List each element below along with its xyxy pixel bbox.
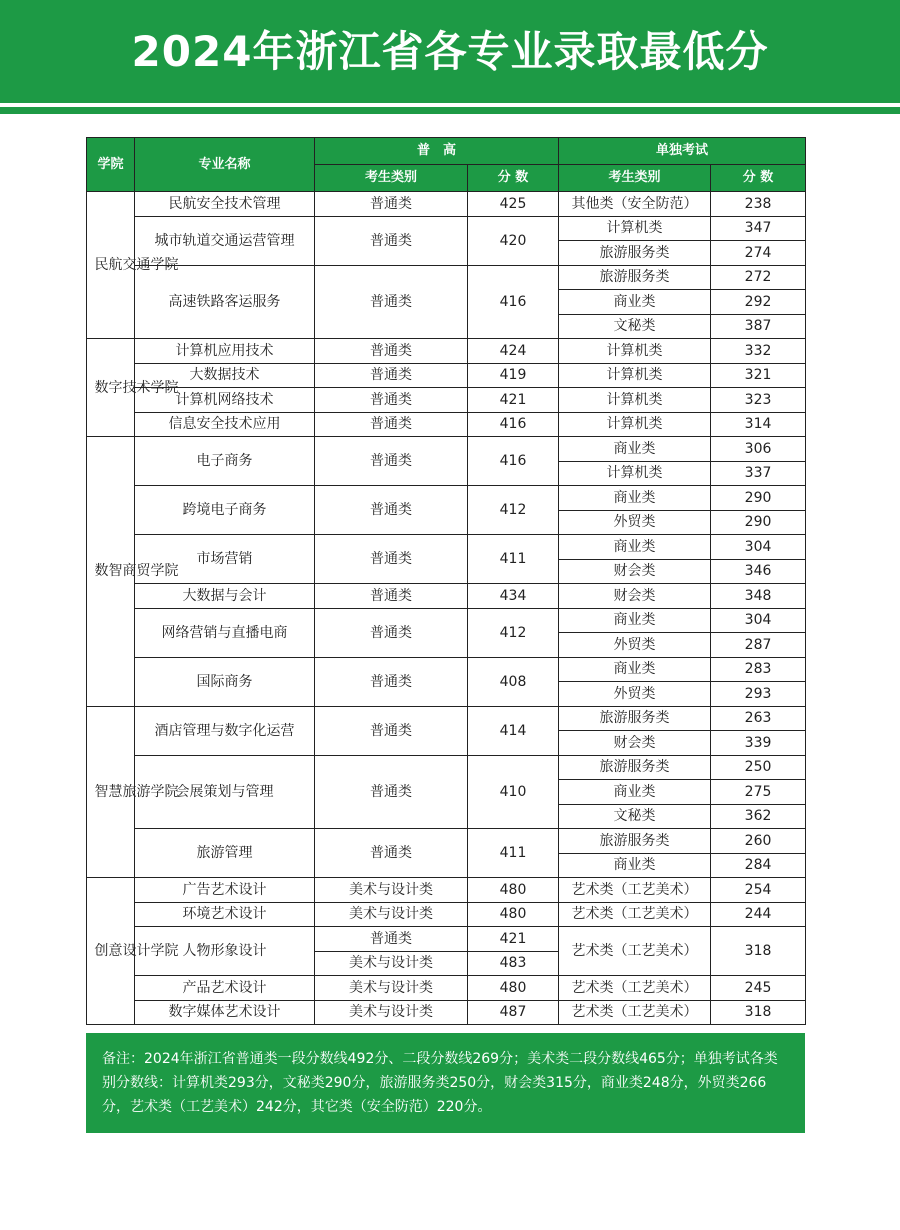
general-score: 416 xyxy=(468,437,559,486)
general-score: 420 xyxy=(468,216,559,265)
major-name: 产品艺术设计 xyxy=(135,976,315,1001)
college-cell xyxy=(87,878,179,1025)
single-category: 旅游服务类 xyxy=(559,265,711,290)
single-score: 332 xyxy=(711,339,806,364)
general-category: 美术与设计类 xyxy=(315,1000,468,1025)
single-score: 290 xyxy=(711,510,806,535)
general-score: 421 xyxy=(468,388,559,413)
single-score: 339 xyxy=(711,731,806,756)
single-score: 292 xyxy=(711,290,806,315)
table-row xyxy=(87,657,806,682)
general-score: 480 xyxy=(468,878,559,903)
single-category: 计算机类 xyxy=(559,363,711,388)
single-category: 艺术类（工艺美术） xyxy=(559,1000,711,1025)
general-category: 普通类 xyxy=(315,657,468,706)
banner-divider xyxy=(0,107,900,114)
single-category: 旅游服务类 xyxy=(559,706,711,731)
table-row xyxy=(87,265,806,290)
general-category: 普通类 xyxy=(315,535,468,584)
major-name: 计算机应用技术 xyxy=(135,339,315,364)
single-score: 321 xyxy=(711,363,806,388)
single-category: 文秘类 xyxy=(559,314,711,339)
table-row xyxy=(87,584,806,609)
general-category: 普通类 xyxy=(315,584,468,609)
general-category: 普通类 xyxy=(315,486,468,535)
major-name: 跨境电子商务 xyxy=(135,486,315,535)
single-score: 245 xyxy=(711,976,806,1001)
college-name: 数智商贸学院 xyxy=(94,563,179,580)
table-row xyxy=(87,388,806,413)
major-name: 环境艺术设计 xyxy=(135,902,315,927)
single-score: 254 xyxy=(711,878,806,903)
single-category: 艺术类（工艺美术） xyxy=(559,878,711,903)
single-category: 旅游服务类 xyxy=(559,829,711,854)
college-cell xyxy=(87,339,179,437)
general-category: 普通类 xyxy=(315,608,468,657)
single-score: 314 xyxy=(711,412,806,437)
major-name: 城市轨道交通运营管理 xyxy=(135,216,315,265)
single-score: 238 xyxy=(711,192,806,217)
admission-score-table xyxy=(86,137,806,1025)
header-general-score: 分 数 xyxy=(468,165,559,192)
major-name: 网络营销与直播电商 xyxy=(135,608,315,657)
college-name: 数字技术学院 xyxy=(94,379,179,396)
single-score: 284 xyxy=(711,853,806,878)
single-category: 外贸类 xyxy=(559,633,711,658)
college-cell xyxy=(87,192,179,339)
major-name: 大数据与会计 xyxy=(135,584,315,609)
single-category: 商业类 xyxy=(559,290,711,315)
general-score: 411 xyxy=(468,535,559,584)
general-score: 483 xyxy=(468,951,559,976)
major-name: 旅游管理 xyxy=(135,829,315,878)
single-category: 艺术类（工艺美术） xyxy=(559,927,711,976)
college-cell xyxy=(87,706,179,878)
footnote-box xyxy=(86,1033,805,1133)
major-name: 大数据技术 xyxy=(135,363,315,388)
major-name: 人物形象设计 xyxy=(135,927,315,976)
major-name: 信息安全技术应用 xyxy=(135,412,315,437)
general-category: 普通类 xyxy=(315,412,468,437)
general-score: 480 xyxy=(468,902,559,927)
table-row xyxy=(87,339,806,364)
single-score: 272 xyxy=(711,265,806,290)
table-row xyxy=(87,706,806,731)
single-score: 318 xyxy=(711,927,806,976)
single-category: 财会类 xyxy=(559,731,711,756)
major-name: 广告艺术设计 xyxy=(135,878,315,903)
table-row xyxy=(87,608,806,633)
major-name: 民航安全技术管理 xyxy=(135,192,315,217)
single-category: 财会类 xyxy=(559,584,711,609)
table-row xyxy=(87,829,806,854)
single-category: 商业类 xyxy=(559,780,711,805)
major-name: 会展策划与管理 xyxy=(135,755,315,829)
footnote-text: 备注：2024年浙江省普通类一段分数线492分、二段分数线269分；美术类二段分数线465分；单独考试各类别分数线：计算机类293分，文秘类290分，旅游服务类250分，财会类315分，商业类248分，外贸类266分，艺术类（工艺美术）242分，其它类（安全防范）220分。 xyxy=(102,1051,778,1115)
single-category: 商业类 xyxy=(559,486,711,511)
major-name: 高速铁路客运服务 xyxy=(135,265,315,339)
single-score: 244 xyxy=(711,902,806,927)
general-category: 普通类 xyxy=(315,339,468,364)
general-category: 普通类 xyxy=(315,388,468,413)
general-category: 普通类 xyxy=(315,192,468,217)
single-score: 275 xyxy=(711,780,806,805)
major-name: 计算机网络技术 xyxy=(135,388,315,413)
general-score: 408 xyxy=(468,657,559,706)
general-category: 美术与设计类 xyxy=(315,878,468,903)
table-row xyxy=(87,437,806,462)
table-row xyxy=(87,755,806,780)
general-category: 普通类 xyxy=(315,363,468,388)
header-general: 普 高 xyxy=(315,138,559,165)
single-category: 商业类 xyxy=(559,657,711,682)
single-score: 304 xyxy=(711,535,806,560)
major-name: 市场营销 xyxy=(135,535,315,584)
general-score: 416 xyxy=(468,265,559,339)
single-score: 260 xyxy=(711,829,806,854)
single-category: 文秘类 xyxy=(559,804,711,829)
general-score: 424 xyxy=(468,339,559,364)
major-name: 数字媒体艺术设计 xyxy=(135,1000,315,1025)
general-score: 487 xyxy=(468,1000,559,1025)
major-name: 电子商务 xyxy=(135,437,315,486)
header-college: 学院 xyxy=(87,138,135,192)
general-score: 411 xyxy=(468,829,559,878)
single-score: 346 xyxy=(711,559,806,584)
single-score: 348 xyxy=(711,584,806,609)
single-category: 计算机类 xyxy=(559,339,711,364)
single-score: 290 xyxy=(711,486,806,511)
general-category: 普通类 xyxy=(315,706,468,755)
single-score: 304 xyxy=(711,608,806,633)
college-name: 民航交通学院 xyxy=(94,257,179,273)
general-category: 普通类 xyxy=(315,437,468,486)
single-score: 387 xyxy=(711,314,806,339)
header-row-1 xyxy=(87,138,806,165)
major-name: 酒店管理与数字化运营 xyxy=(135,706,315,755)
single-category: 艺术类（工艺美术） xyxy=(559,976,711,1001)
single-category: 商业类 xyxy=(559,437,711,462)
general-score: 434 xyxy=(468,584,559,609)
header-single-exam: 单独考试 xyxy=(559,138,806,165)
general-score: 421 xyxy=(468,927,559,952)
single-category: 商业类 xyxy=(559,535,711,560)
single-score: 323 xyxy=(711,388,806,413)
header-single-score: 分 数 xyxy=(711,165,806,192)
single-category: 计算机类 xyxy=(559,461,711,486)
general-score: 416 xyxy=(468,412,559,437)
single-category: 商业类 xyxy=(559,608,711,633)
table-row xyxy=(87,216,806,241)
general-category: 普通类 xyxy=(315,829,468,878)
header-single-category: 考生类别 xyxy=(559,165,711,192)
general-score: 425 xyxy=(468,192,559,217)
general-score: 412 xyxy=(468,486,559,535)
single-score: 293 xyxy=(711,682,806,707)
single-score: 337 xyxy=(711,461,806,486)
general-category: 美术与设计类 xyxy=(315,951,468,976)
table-row xyxy=(87,976,806,1001)
header-general-category: 考生类别 xyxy=(315,165,468,192)
general-category: 美术与设计类 xyxy=(315,976,468,1001)
general-score: 414 xyxy=(468,706,559,755)
general-score: 412 xyxy=(468,608,559,657)
single-score: 287 xyxy=(711,633,806,658)
table-row xyxy=(87,363,806,388)
single-score: 274 xyxy=(711,241,806,266)
college-name: 智慧旅游学院 xyxy=(94,783,179,800)
general-category: 普通类 xyxy=(315,216,468,265)
single-category: 旅游服务类 xyxy=(559,241,711,266)
single-category: 财会类 xyxy=(559,559,711,584)
page-title: 2024年浙江省各专业录取最低分 xyxy=(131,27,769,76)
general-category: 美术与设计类 xyxy=(315,902,468,927)
single-score: 263 xyxy=(711,706,806,731)
single-category: 旅游服务类 xyxy=(559,755,711,780)
single-category: 计算机类 xyxy=(559,216,711,241)
single-category: 计算机类 xyxy=(559,388,711,413)
general-score: 480 xyxy=(468,976,559,1001)
single-category: 其他类（安全防范） xyxy=(559,192,711,217)
single-category: 外贸类 xyxy=(559,682,711,707)
table-row xyxy=(87,535,806,560)
college-cell xyxy=(87,437,179,707)
single-category: 商业类 xyxy=(559,853,711,878)
table-row xyxy=(87,412,806,437)
table-body xyxy=(87,192,806,1025)
single-score: 362 xyxy=(711,804,806,829)
single-score: 318 xyxy=(711,1000,806,1025)
table-row xyxy=(87,486,806,511)
single-category: 计算机类 xyxy=(559,412,711,437)
general-category: 普通类 xyxy=(315,755,468,829)
single-category: 艺术类（工艺美术） xyxy=(559,902,711,927)
general-score: 410 xyxy=(468,755,559,829)
general-category: 普通类 xyxy=(315,265,468,339)
header-major: 专业名称 xyxy=(135,138,315,192)
single-category: 外贸类 xyxy=(559,510,711,535)
single-score: 347 xyxy=(711,216,806,241)
table-row xyxy=(87,878,806,903)
general-category: 普通类 xyxy=(315,927,468,952)
single-score: 283 xyxy=(711,657,806,682)
table-row xyxy=(87,1000,806,1025)
general-score: 419 xyxy=(468,363,559,388)
college-name: 创意设计学院 xyxy=(94,943,179,959)
single-score: 306 xyxy=(711,437,806,462)
table-row xyxy=(87,192,806,217)
table-row xyxy=(87,902,806,927)
major-name: 国际商务 xyxy=(135,657,315,706)
single-score: 250 xyxy=(711,755,806,780)
table-row xyxy=(87,927,806,952)
